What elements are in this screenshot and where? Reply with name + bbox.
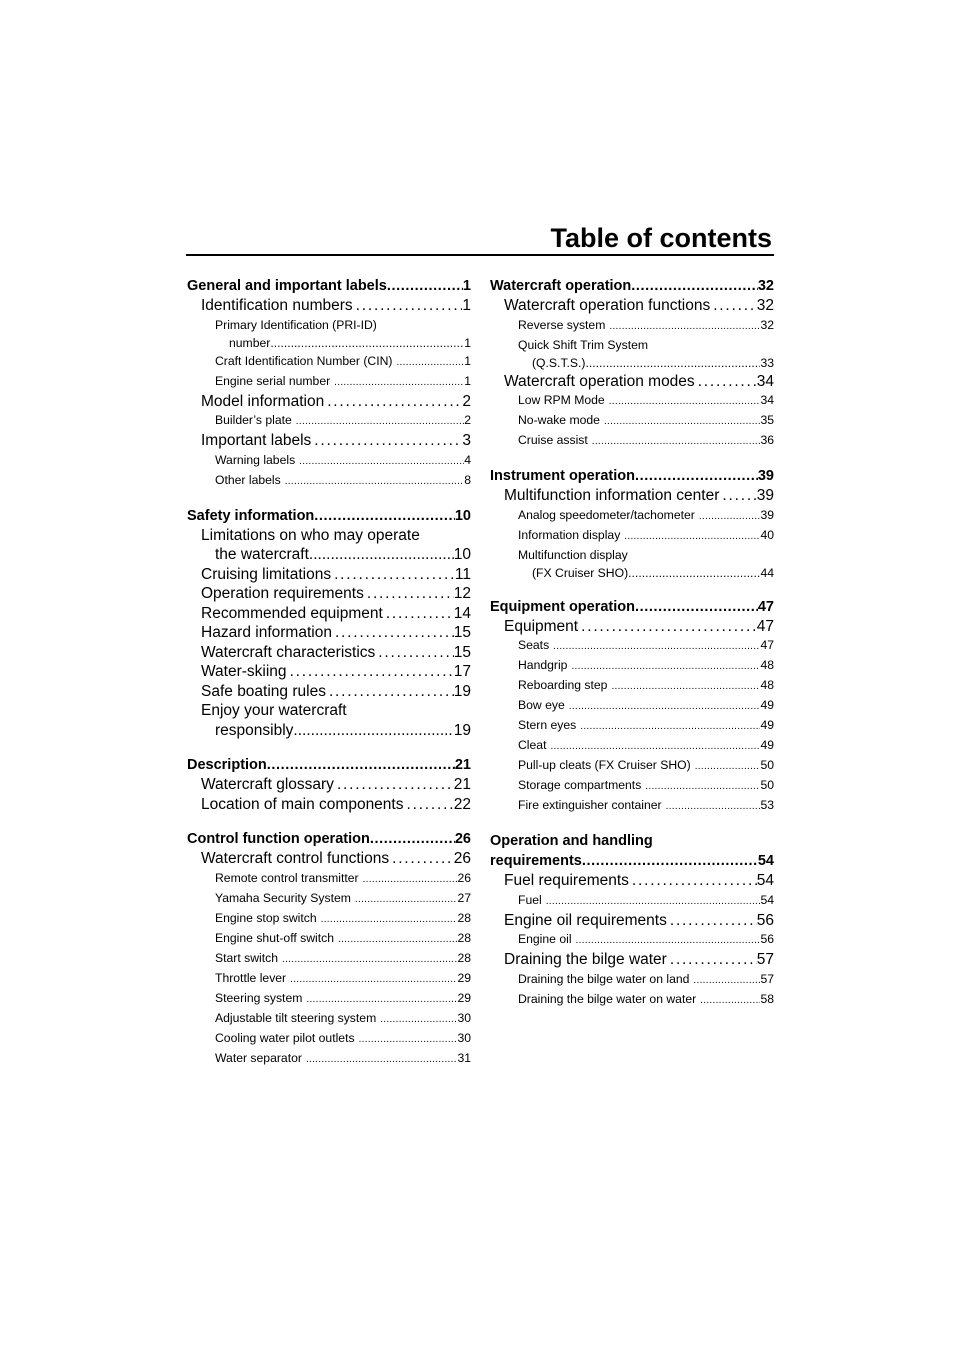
toc-entry-text: Builder’s plate — [215, 413, 292, 427]
toc-page-number: 1 — [464, 373, 471, 388]
dot-leader — [635, 597, 758, 617]
dot-leader — [375, 643, 453, 663]
dot-leader — [628, 564, 760, 582]
toc-topic[interactable] — [490, 891, 774, 911]
toc-topic[interactable]: Multifunction display — [518, 547, 628, 562]
toc-entry-text: Important labels — [201, 432, 312, 449]
toc-page-number: 32 — [757, 278, 774, 294]
dot-leader — [355, 1031, 458, 1049]
dot-leader — [278, 951, 457, 969]
toc-topic[interactable] — [490, 716, 774, 736]
dot-leader — [607, 678, 760, 696]
toc-page-number: 48 — [760, 678, 774, 692]
dot-leader — [302, 1051, 458, 1069]
toc-page-number: 26 — [454, 831, 471, 847]
toc-page-number: 57 — [756, 951, 774, 968]
toc-page-number: 28 — [457, 930, 471, 945]
dot-leader — [695, 508, 761, 526]
dot-leader — [311, 431, 462, 451]
toc-subsection[interactable] — [187, 392, 471, 412]
dot-leader — [281, 473, 465, 491]
dot-leader — [588, 433, 761, 451]
toc-topic[interactable] — [187, 372, 471, 392]
toc-entry-text: Engine serial number — [215, 373, 331, 388]
dot-leader — [370, 829, 455, 849]
dot-leader — [582, 851, 758, 871]
dot-leader — [549, 638, 760, 656]
toc-entry-text: Operation requirements — [201, 585, 364, 602]
toc-page-number: 4 — [464, 452, 471, 467]
toc-topic[interactable] — [490, 391, 774, 411]
dot-leader — [387, 276, 463, 296]
toc-entry-text: Engine stop switch — [215, 910, 317, 925]
dot-leader — [351, 891, 458, 909]
toc-subsection[interactable] — [490, 296, 774, 316]
toc-page-number: 39 — [757, 468, 774, 484]
toc-page-number: 21 — [453, 776, 471, 793]
toc-page-number: 53 — [760, 798, 774, 812]
dot-leader — [605, 393, 761, 411]
dot-leader — [324, 392, 462, 412]
toc-entry-text: No-wake mode — [518, 413, 600, 427]
toc-subsection[interactable] — [490, 950, 774, 970]
toc-topic[interactable] — [490, 776, 774, 796]
dot-leader — [334, 775, 454, 795]
toc-entry-text: (FX Cruiser SHO) — [532, 565, 629, 580]
dot-leader — [586, 354, 761, 372]
toc-subsection-cont[interactable] — [187, 721, 471, 741]
toc-topic[interactable] — [490, 676, 774, 696]
toc-page-number: 12 — [453, 585, 471, 602]
toc-entry-text: Analog speedometer/tachometer — [518, 507, 695, 522]
toc-page-number: 21 — [454, 757, 471, 773]
toc-entry-text: Handgrip — [518, 658, 568, 672]
toc-page-number: 1 — [462, 278, 471, 294]
toc-page-number: 32 — [760, 317, 774, 332]
toc-entry-text: Yamaha Security System — [215, 890, 351, 905]
toc-entry-text: Fuel — [518, 892, 542, 907]
toc-entry-text: Water separator — [215, 1050, 302, 1065]
dot-leader — [330, 374, 464, 392]
dot-leader — [635, 466, 758, 486]
toc-subsection[interactable] — [187, 795, 471, 815]
toc-entry-text: Seats — [518, 638, 550, 652]
dot-leader — [572, 932, 761, 950]
toc-subsection[interactable] — [187, 431, 471, 451]
toc-entry-text: Warning labels — [215, 452, 296, 467]
toc-page-number: 29 — [457, 970, 471, 985]
toc-topic[interactable] — [187, 949, 471, 969]
dot-leader — [376, 1011, 457, 1029]
dot-leader — [317, 911, 458, 929]
dot-leader — [631, 276, 758, 296]
toc-topic[interactable] — [187, 1029, 471, 1049]
toc-topic[interactable] — [490, 796, 774, 816]
toc-entry-text: Description — [187, 757, 267, 773]
dot-leader — [691, 758, 761, 776]
toc-page-number: 31 — [457, 1050, 471, 1065]
toc-entry-text: Pull-up cleats (FX Cruiser SHO) — [518, 758, 691, 772]
toc-page-number: 50 — [760, 758, 774, 772]
toc-entry-text: number — [229, 335, 271, 350]
toc-entry-text: Multifunction information center — [504, 487, 720, 504]
dot-leader — [403, 795, 453, 815]
toc-entry-text: Low RPM Mode — [518, 393, 605, 407]
toc-page-number: 22 — [453, 795, 471, 813]
toc-page-number: 44 — [760, 565, 774, 580]
toc-entry-text: Engine oil requirements — [504, 911, 667, 929]
toc-page-number: 36 — [760, 433, 774, 447]
toc-topic[interactable] — [187, 889, 471, 909]
toc-topic[interactable] — [490, 656, 774, 676]
section-heading[interactable] — [187, 276, 471, 296]
toc-right-column — [490, 276, 774, 1025]
dot-leader — [353, 296, 463, 316]
toc-entry-text: Start switch — [215, 950, 278, 965]
dot-leader — [542, 893, 761, 911]
dot-leader — [287, 662, 454, 682]
toc-topic-cont[interactable] — [490, 564, 774, 582]
toc-entry-text: Fire extinguisher container — [518, 798, 662, 812]
title-rule — [186, 254, 774, 256]
toc-page-number: 47 — [756, 617, 774, 635]
toc-page-number: 32 — [756, 297, 774, 314]
toc-entry-text: Stern eyes — [518, 718, 577, 732]
toc-section — [187, 755, 471, 814]
toc-subsection[interactable] — [187, 662, 471, 682]
section-heading[interactable]: Operation and handling — [490, 833, 653, 849]
toc-page-number: 26 — [457, 870, 471, 885]
toc-topic-cont[interactable] — [187, 334, 471, 352]
toc-entry-text: Draining the bilge water — [504, 951, 667, 968]
dot-leader — [293, 721, 453, 741]
toc-page-number: 19 — [453, 721, 471, 739]
toc-page-number: 34 — [760, 393, 774, 407]
dot-leader — [546, 738, 760, 756]
toc-topic[interactable] — [490, 930, 774, 950]
dot-leader — [576, 718, 760, 736]
toc-entry-text: the watercraft — [215, 546, 309, 563]
toc-page-number: 56 — [756, 911, 774, 929]
toc-topic[interactable]: Primary Identification (PRI-ID) — [215, 317, 377, 332]
dot-leader — [359, 871, 458, 889]
toc-entry-text: responsibly — [215, 721, 294, 739]
toc-entry-text: requirements — [490, 853, 582, 869]
toc-entry-text: Storage compartments — [518, 778, 642, 792]
toc-topic[interactable] — [187, 471, 471, 491]
toc-entry-text: Remote control transmitter — [215, 870, 359, 885]
toc-entry-text: Safety information — [187, 507, 315, 524]
toc-page-number: 3 — [462, 432, 471, 449]
toc-page-number: 47 — [757, 598, 774, 615]
toc-section — [490, 597, 774, 817]
dot-leader — [605, 318, 760, 336]
toc-entry-text: Steering system — [215, 990, 303, 1005]
dot-leader — [302, 991, 457, 1009]
toc-topic[interactable] — [490, 696, 774, 716]
toc-entry-text: Hazard information — [201, 624, 332, 641]
toc-topic[interactable] — [490, 431, 774, 451]
toc-page-number: 26 — [453, 850, 471, 867]
toc-topic[interactable] — [490, 756, 774, 776]
toc-page-number: 47 — [760, 638, 774, 652]
toc-entry-text: Instrument operation — [490, 468, 636, 484]
toc-subsection[interactable] — [187, 623, 471, 643]
toc-subsection[interactable] — [187, 604, 471, 624]
toc-entry-text: Equipment operation — [490, 598, 635, 615]
dot-leader — [314, 506, 455, 526]
toc-page-number: 54 — [757, 853, 774, 869]
toc-page-number: 39 — [756, 487, 774, 504]
toc-page-number: 2 — [462, 392, 471, 410]
toc-subsection[interactable]: Enjoy your watercraft — [201, 702, 347, 719]
toc-page-number: 15 — [453, 624, 471, 641]
toc-subsection[interactable] — [187, 849, 471, 869]
dot-leader — [578, 617, 757, 637]
toc-section — [187, 276, 471, 491]
toc-entry-text: Fuel requirements — [504, 872, 629, 889]
toc-subsection[interactable]: Limitations on who may operate — [201, 526, 420, 544]
toc-entry-text: Information display — [518, 527, 621, 542]
toc-topic[interactable] — [187, 969, 471, 989]
toc-entry-text: Cleat — [518, 738, 547, 752]
section-heading-cont[interactable] — [490, 851, 774, 871]
toc-entry-text: Engine oil — [518, 932, 572, 946]
toc-topic[interactable] — [490, 506, 774, 526]
dot-leader — [286, 971, 457, 989]
toc-topic[interactable] — [187, 989, 471, 1009]
toc-section — [187, 506, 471, 741]
toc-page-number: 11 — [454, 565, 471, 583]
dot-leader — [620, 528, 760, 546]
toc-entry-text: Watercraft operation functions — [504, 297, 711, 314]
dot-leader — [696, 992, 760, 1010]
toc-page-number: 27 — [457, 890, 471, 905]
toc-subsection[interactable] — [187, 296, 471, 316]
toc-topic[interactable] — [187, 929, 471, 949]
toc-entry-text: Watercraft control functions — [201, 850, 390, 867]
toc-page-number: 17 — [453, 663, 471, 680]
dot-leader — [667, 911, 757, 931]
toc-page-number: 10 — [453, 546, 471, 563]
toc-page-number: 8 — [464, 472, 471, 487]
toc-page-number: 49 — [760, 718, 774, 732]
toc-entry-text: Safe boating rules — [201, 682, 326, 700]
toc-page-number: 57 — [760, 971, 774, 986]
section-heading[interactable] — [490, 597, 774, 617]
toc-page-number: 30 — [457, 1010, 471, 1025]
toc-entry-text: Watercraft glossary — [201, 776, 334, 793]
dot-leader — [662, 798, 761, 816]
dot-leader — [629, 871, 757, 891]
toc-entry-text: Cruise assist — [518, 433, 588, 447]
dot-leader — [309, 545, 454, 565]
dot-leader — [667, 950, 757, 970]
toc-entry-text: Adjustable tilt steering system — [215, 1010, 377, 1025]
toc-topic[interactable] — [187, 451, 471, 471]
dot-leader — [689, 972, 760, 990]
dot-leader — [567, 658, 760, 676]
toc-topic[interactable] — [490, 526, 774, 546]
toc-page-number: 56 — [760, 932, 774, 946]
dot-leader — [331, 565, 455, 585]
toc-subsection[interactable] — [490, 911, 774, 931]
dot-leader — [295, 453, 464, 471]
toc-section — [187, 829, 471, 1069]
toc-page-number: 39 — [760, 507, 774, 522]
toc-subsection[interactable] — [187, 643, 471, 663]
dot-leader — [719, 486, 756, 506]
toc-page-number: 28 — [457, 950, 471, 965]
dot-leader — [600, 413, 760, 431]
toc-topic[interactable] — [187, 909, 471, 929]
toc-entry-text: Throttle lever — [215, 970, 287, 985]
dot-leader — [292, 413, 464, 431]
toc-page-number: 40 — [760, 527, 774, 542]
toc-section — [490, 276, 774, 451]
toc-topic-cont[interactable] — [490, 354, 774, 372]
toc-topic[interactable] — [490, 970, 774, 990]
section-heading[interactable] — [490, 276, 774, 296]
toc-entry-text: Cooling water pilot outlets — [215, 1030, 355, 1045]
toc-subsection[interactable] — [490, 617, 774, 637]
dot-leader — [332, 623, 454, 643]
toc-entry-text: Equipment — [504, 617, 579, 635]
toc-entry-text: Cruising limitations — [201, 565, 332, 583]
dot-leader — [695, 372, 757, 392]
toc-subsection[interactable] — [490, 486, 774, 506]
toc-topic[interactable] — [187, 869, 471, 889]
dot-leader — [364, 584, 454, 604]
toc-entry-text: Location of main components — [201, 795, 404, 813]
toc-page-number: 35 — [760, 413, 774, 427]
toc-page-number: 28 — [457, 910, 471, 925]
toc-page-number: 48 — [760, 658, 774, 672]
dot-leader — [267, 755, 455, 775]
toc-topic[interactable] — [187, 1049, 471, 1069]
toc-entry-text: Draining the bilge water on land — [518, 971, 690, 986]
toc-entry-text: Other labels — [215, 472, 281, 487]
toc-entry-text: Watercraft operation — [490, 278, 632, 294]
toc-entry-text: Recommended equipment — [201, 604, 383, 622]
toc-page-number: 54 — [756, 872, 774, 889]
toc-entry-text: General and important labels — [187, 278, 387, 294]
toc-page-number: 15 — [453, 643, 471, 661]
toc-topic[interactable] — [490, 990, 774, 1010]
toc-topic[interactable] — [490, 636, 774, 656]
toc-entry-text: Model information — [201, 392, 325, 410]
toc-topic[interactable] — [490, 316, 774, 336]
toc-topic[interactable] — [187, 1009, 471, 1029]
toc-subsection[interactable] — [490, 871, 774, 891]
toc-topic[interactable] — [490, 736, 774, 756]
toc-entry-text: Reverse system — [518, 317, 606, 332]
toc-topic[interactable]: Quick Shift Trim System — [518, 337, 649, 352]
toc-page-number: 1 — [464, 353, 471, 368]
toc-page-number: 50 — [760, 778, 774, 792]
toc-page-number: 33 — [760, 355, 774, 370]
toc-section — [490, 466, 774, 582]
toc-entry-text: Identification numbers — [201, 297, 353, 314]
toc-page-number: 30 — [457, 1030, 471, 1045]
toc-page-number: 49 — [760, 738, 774, 752]
toc-page-number: 19 — [453, 682, 471, 700]
toc-left-column — [187, 276, 471, 1084]
section-heading[interactable] — [490, 466, 774, 486]
toc-subsection[interactable] — [187, 682, 471, 702]
toc-page-number: 10 — [454, 507, 471, 524]
toc-entry-text: Engine shut-off switch — [215, 930, 335, 945]
toc-page-number: 49 — [760, 698, 774, 712]
dot-leader — [641, 778, 760, 796]
toc-entry-text: Bow eye — [518, 698, 565, 712]
toc-topic[interactable] — [187, 411, 471, 431]
toc-entry-text: Water-skiing — [201, 663, 287, 680]
toc-subsection[interactable] — [187, 584, 471, 604]
toc-subsection-cont[interactable] — [187, 545, 471, 565]
toc-entry-text: (Q.S.T.S.) — [532, 355, 586, 370]
toc-page-number: 54 — [760, 892, 774, 907]
dot-leader — [334, 931, 457, 949]
toc-entry-text: Draining the bilge water on water — [518, 991, 697, 1006]
toc-page-number: 29 — [457, 990, 471, 1005]
section-heading[interactable] — [187, 829, 471, 849]
toc-topic[interactable] — [490, 411, 774, 431]
toc-entry-text: Watercraft operation modes — [504, 372, 695, 390]
section-heading[interactable] — [187, 755, 471, 775]
section-heading[interactable] — [187, 506, 471, 526]
toc-page-number: 1 — [464, 335, 471, 350]
toc-entry-text: Control function operation — [187, 831, 370, 847]
toc-section — [490, 831, 774, 1010]
toc-page-number: 34 — [756, 372, 774, 390]
dot-leader — [392, 354, 464, 372]
toc-topic[interactable] — [187, 352, 471, 372]
dot-leader — [326, 682, 454, 702]
dot-leader — [383, 604, 454, 624]
dot-leader — [270, 334, 464, 352]
toc-entry-text: Reboarding step — [518, 678, 608, 692]
dot-leader — [389, 849, 454, 869]
toc-page-number: 2 — [464, 413, 471, 427]
toc-entry-text: Watercraft characteristics — [201, 643, 376, 661]
toc-entry-text: Craft Identification Number (CIN) — [215, 353, 393, 368]
dot-leader — [565, 698, 761, 716]
toc-subsection[interactable] — [490, 372, 774, 392]
toc-subsection[interactable] — [187, 775, 471, 795]
dot-leader — [710, 296, 757, 316]
page-title: Table of contents — [550, 223, 772, 253]
toc-page-number: 58 — [760, 991, 774, 1006]
toc-subsection[interactable] — [187, 565, 471, 585]
toc-page-number: 14 — [453, 604, 471, 622]
toc-page-number: 1 — [462, 297, 471, 314]
